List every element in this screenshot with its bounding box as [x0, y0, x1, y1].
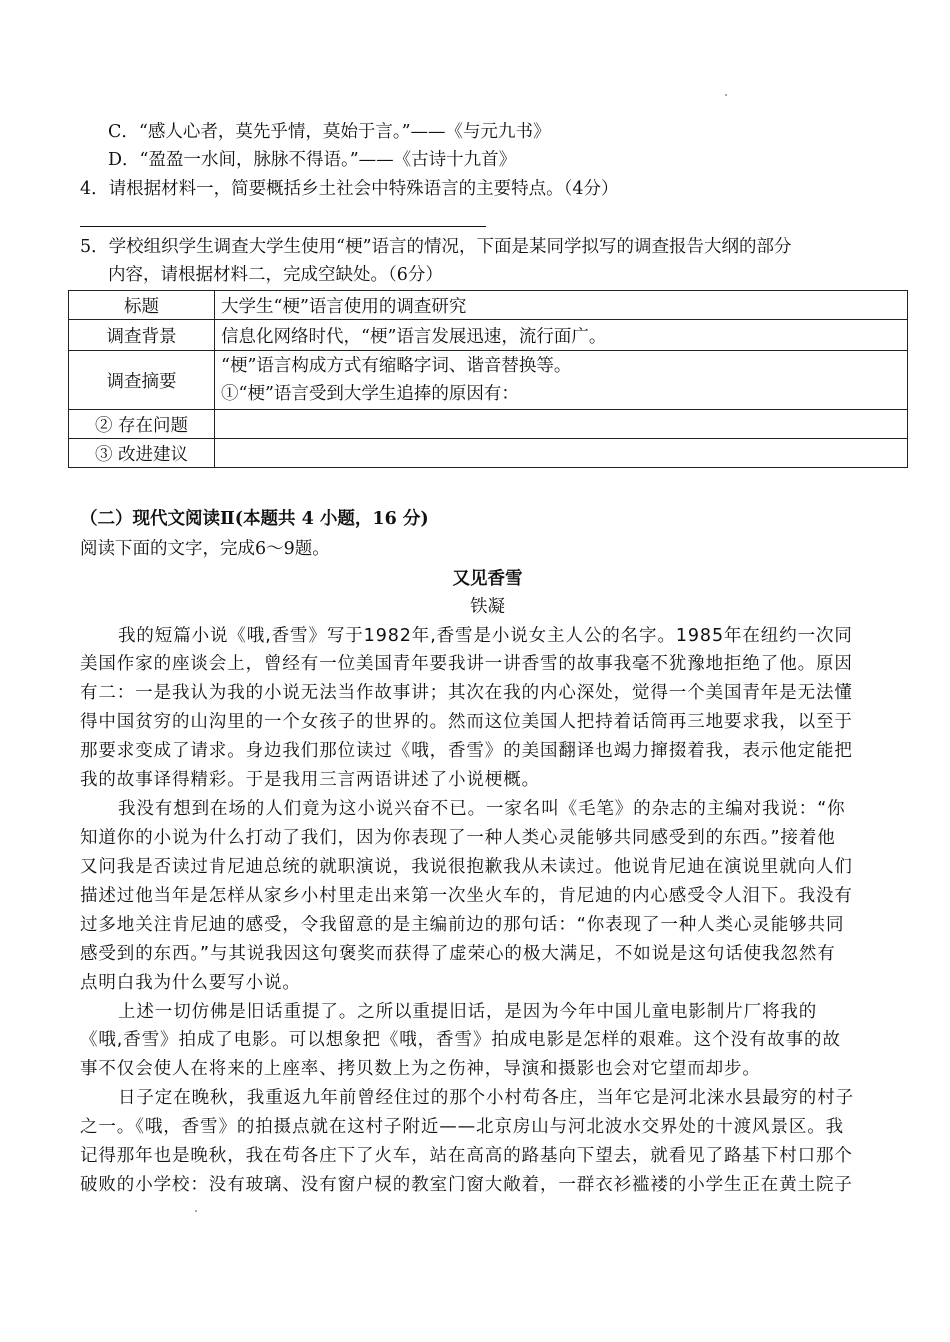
article-line: 我没有想到在场的人们竟为这小说兴奋不已。一家名叫《毛笔》的杂志的主编对我说：“你: [118, 799, 846, 819]
scan-dot: [725, 94, 727, 96]
table-label: ② 存在问题: [69, 410, 215, 439]
question-4: 4．请根据材料一，简要概括乡土社会中特殊语言的主要特点。（4分）: [80, 179, 619, 199]
table-answer-cell[interactable]: [215, 410, 908, 439]
article-line: 描述过他当年是怎样从家乡小村里走出来第一次坐火车的，肯尼迪的内心感受令人泪下。我没有: [80, 886, 853, 906]
section-heading: （二）现代文阅读Ⅱ(本题共 4 小题，16 分): [80, 509, 429, 529]
article-line: 点明白我为什么要写小说。: [80, 973, 301, 993]
article-title: 又见香雪: [452, 569, 523, 589]
survey-outline-table: [68, 290, 908, 468]
article-line: 美国作家的座谈会上，曾经有一位美国青年要我讲一讲香雪的故事我毫不犹豫地拒绝了他。原因: [80, 654, 853, 674]
table-label: 标题: [69, 291, 215, 320]
abstract-line-1: “梗”语言构成方式有缩略字词、谐音替换等。: [221, 356, 572, 376]
option-c: C．“感人心者，莫先乎情，莫始于言。”——《与元九书》: [108, 122, 551, 142]
article-line: 《哦,香雪》拍成了电影。可以想象把《哦，香雪》拍成电影是怎样的艰难。这个没有故事的故: [80, 1030, 841, 1050]
table-row: [69, 291, 908, 320]
section-instruction: 阅读下面的文字，完成6～9题。: [80, 539, 330, 559]
table-content: [215, 351, 908, 410]
article-line: 之一。《哦，香雪》的拍摄点就在这村子附近——北京房山与河北波水交界处的十渡风景区。我: [80, 1117, 845, 1137]
article-line: 过多地关注肯尼迪的感受，令我留意的是主编前边的那句话：“你表现了一种人类心灵能够共同: [80, 915, 845, 935]
option-d: D．“盈盈一水间，脉脉不得语。”——《古诗十九首》: [108, 150, 517, 170]
question-5-line1: 5．学校组织学生调查大学生使用“梗”语言的情况，下面是某同学拟写的调查报告大纲的部分: [80, 237, 792, 257]
article-line: 事不仅会使人在将来的上座率、拷贝数上为之伤神，导演和摄影也会对它望而却步。: [80, 1059, 761, 1079]
article-line: 日子定在晚秋，我重返九年前曾经住过的那个小村苟各庄，当年它是河北涞水县最穷的村子: [118, 1088, 854, 1108]
article-line: 我的短篇小说《哦,香雪》写于1982年,香雪是小说女主人公的名字。1985年在纽约一次同: [118, 626, 853, 646]
table-label: ③ 改进建议: [69, 439, 215, 468]
table-answer-cell[interactable]: [215, 439, 908, 468]
article-line: 得中国贫穷的山沟里的一个女孩子的世界的。然而这位美国人把持着话筒再三地要求我，以至于: [80, 712, 853, 732]
table-row: [69, 410, 908, 439]
table-content: 大学生“梗”语言使用的调查研究: [215, 291, 908, 320]
table-row: [69, 320, 908, 351]
question-5-line2: 内容，请根据材料二，完成空缺处。（6分）: [108, 265, 443, 285]
scan-dot: [195, 1210, 197, 1212]
article-line: 那要求变成了请求。身边我们那位读过《哦，香雪》的美国翻译也竭力撺掇着我，表示他定能把: [80, 741, 853, 761]
answer-blank-line[interactable]: [80, 226, 486, 227]
article-line: 感受到的东西。”与其说我因这句褒奖而获得了虚荣心的极大满足，不如说是这句话使我忽然有: [80, 944, 836, 964]
abstract-line-2: ①“梗”语言受到大学生追捧的原因有：: [221, 384, 519, 404]
article-line: 知道你的小说为什么打动了我们，因为你表现了一种人类心灵能够共同感受到的东西。”接着他: [80, 828, 836, 848]
article-author: 铁凝: [470, 597, 505, 617]
table-label: 调查背景: [69, 320, 215, 351]
article-line: 又问我是否读过肯尼迪总统的就职演说，我说很抱歉我从未读过。他说肯尼迪在演说里就向人们: [80, 857, 853, 877]
article-line: 记得那年也是晚秋，我在苟各庄下了火车，站在高高的路基向下望去，就看见了路基下村口那个: [80, 1146, 853, 1166]
table-content: 信息化网络时代，“梗”语言发展迅速，流行面广。: [215, 320, 908, 351]
article-line: 有二：一是我认为我的小说无法当作故事讲；其次在我的内心深处，觉得一个美国青年是无法懂: [80, 683, 853, 703]
article-line: 我的故事译得精彩。于是我用三言两语讲述了小说梗概。: [80, 770, 540, 790]
article-line: 上述一切仿佛是旧话重提了。之所以重提旧话，是因为今年中国儿童电影制片厂将我的: [118, 1002, 818, 1022]
article-line: 破败的小学校：没有玻璃、没有窗户棂的教室门窗大敞着，一群衣衫褴褛的小学生正在黄土院子: [80, 1175, 853, 1195]
table-label: 调查摘要: [69, 351, 215, 410]
table-row: [69, 351, 908, 410]
table-row: [69, 439, 908, 468]
